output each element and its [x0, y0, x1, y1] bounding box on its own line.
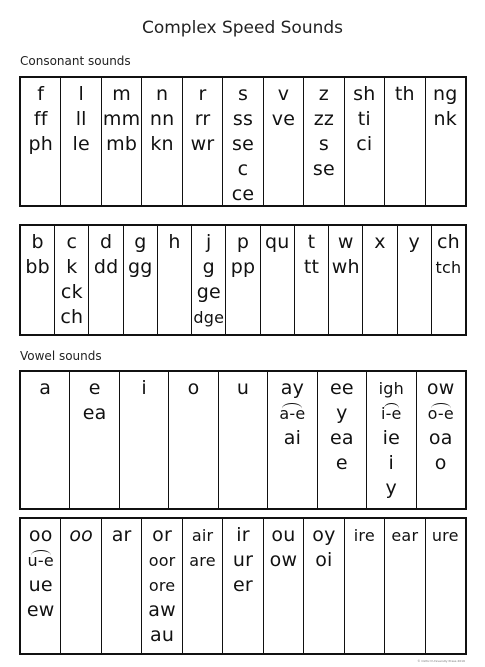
- sound-j: j: [206, 231, 212, 253]
- sound-ay: ay: [280, 377, 305, 399]
- sound-air: air: [191, 526, 214, 545]
- sound-e: e: [88, 377, 101, 399]
- sound-u: u: [236, 377, 250, 399]
- sound-bb: bb: [25, 256, 50, 278]
- sound-ar: ar: [111, 524, 132, 546]
- sound-dd: dd: [93, 256, 119, 278]
- sound-ore: ore: [148, 576, 176, 595]
- sound-aw: aw: [148, 599, 176, 621]
- sound-i: i: [388, 452, 395, 474]
- vowel-row2-cell-oo: [21, 519, 61, 653]
- sound-ll: ll: [75, 108, 87, 130]
- sound-o: o: [434, 452, 447, 474]
- consonant-row2-cell-b: [21, 226, 55, 334]
- vowel-row1-cell-ow: [417, 372, 465, 508]
- vowel-row1-cell-e: [70, 372, 119, 508]
- sound-z: z: [318, 83, 329, 105]
- sound-ss: ss: [232, 108, 254, 130]
- sound-oy: oy: [312, 524, 336, 546]
- sound-l: l: [78, 83, 84, 105]
- sound-ur: ur: [232, 549, 254, 571]
- sound-ai: ai: [283, 427, 302, 449]
- sound-gg: gg: [128, 256, 153, 278]
- sound-oo: oo: [69, 524, 93, 546]
- sound-ue: ue: [28, 574, 53, 596]
- sound-wr: wr: [190, 133, 215, 155]
- sound-ea: ea: [329, 427, 354, 449]
- vowel-row1-cell-ee: [318, 372, 367, 508]
- vowel-grid-row-1: [19, 370, 467, 510]
- consonant-row1-cell-ng: [426, 78, 465, 205]
- consonant-row2-cell-j: [192, 226, 226, 334]
- sound-ear: ear: [391, 526, 419, 545]
- sound-oa: oa: [428, 427, 453, 449]
- vowel-row1-cell-u: [219, 372, 268, 508]
- sound-ow: ow: [426, 377, 455, 399]
- vowel-grid-row-2: [19, 517, 467, 655]
- sound-se: se: [312, 158, 335, 180]
- vowel-row2-cell-ire: [345, 519, 385, 653]
- sound-are: are: [189, 551, 216, 570]
- sound-ee: ee: [329, 377, 354, 399]
- sound-a: a: [39, 377, 52, 399]
- consonant-row2-cell-g: [124, 226, 158, 334]
- sound-th: th: [394, 83, 415, 105]
- vowel-row2-cell-or: [142, 519, 182, 653]
- sound-ge: ge: [196, 281, 221, 303]
- sound-ti: ti: [357, 108, 371, 130]
- copyright-footer: © Oxford University Press 2016: [417, 659, 465, 663]
- sound-rr: rr: [194, 108, 211, 130]
- sound-i: i: [141, 377, 147, 399]
- consonant-row2-cell-p: [226, 226, 260, 334]
- vowel-row2-cell-ear: [385, 519, 425, 653]
- sound-y: y: [336, 402, 348, 424]
- sound-ci: ci: [356, 133, 373, 155]
- sound-u-e: u-e: [28, 548, 54, 573]
- sound-r: r: [198, 83, 207, 105]
- sound-y: y: [408, 231, 420, 253]
- consonant-row2-cell-x: [363, 226, 397, 334]
- vowel-row1-cell-igh: [367, 372, 416, 508]
- consonant-row1-cell-f: [21, 78, 61, 205]
- sound-c: c: [237, 158, 249, 180]
- sound-ph: ph: [28, 133, 53, 155]
- vowel-row2-cell-ar: [102, 519, 142, 653]
- consonant-row2-cell-d: [89, 226, 123, 334]
- consonant-row1-cell-v: [264, 78, 304, 205]
- vowel-row2-cell-oo: [61, 519, 101, 653]
- consonant-grid-row-1: [19, 76, 467, 207]
- sound-oi: oi: [315, 549, 333, 571]
- consonant-row2-cell-w: [329, 226, 363, 334]
- vowel-row1-cell-ay: [268, 372, 317, 508]
- sound-a-e: a-e: [279, 401, 305, 426]
- consonant-row2-cell-qu: [261, 226, 295, 334]
- vowel-row1-cell-i: [120, 372, 169, 508]
- sound-ea: ea: [82, 402, 107, 424]
- consonant-row1-cell-z: [304, 78, 344, 205]
- consonant-row1-cell-th: [385, 78, 425, 205]
- sound-b: b: [31, 231, 44, 253]
- sound-ir: ir: [236, 524, 250, 546]
- sound-o: o: [187, 377, 200, 399]
- consonant-grid-row-2: [19, 224, 467, 336]
- sound-ch: ch: [436, 231, 460, 253]
- consonant-row2-cell-c: [55, 226, 89, 334]
- consonant-row1-cell-sh: [345, 78, 385, 205]
- consonant-row1-cell-n: [142, 78, 182, 205]
- sound-f: f: [37, 83, 45, 105]
- sound-ng: ng: [433, 83, 458, 105]
- sound-ce: ce: [231, 183, 255, 205]
- sound-nk: nk: [433, 108, 457, 130]
- consonant-row1-cell-r: [183, 78, 223, 205]
- sound-sh: sh: [353, 83, 376, 105]
- sound-dge: dge: [193, 308, 225, 327]
- sound-oor: oor: [148, 551, 176, 570]
- vowel-row2-cell-ou: [264, 519, 304, 653]
- sound-ve: ve: [271, 108, 296, 130]
- sound-or: or: [152, 524, 172, 546]
- sound-x: x: [374, 231, 386, 253]
- sound-t: t: [307, 231, 316, 253]
- sound-ow: ow: [269, 549, 298, 571]
- sound-w: w: [337, 231, 354, 253]
- vowel-row2-cell-oy: [304, 519, 344, 653]
- consonant-row2-cell-y: [398, 226, 432, 334]
- consonant-row2-cell-ch: [432, 226, 465, 334]
- consonant-row1-cell-m: [102, 78, 142, 205]
- sound-m: m: [112, 83, 131, 105]
- sound-ew: ew: [26, 599, 55, 621]
- sound-g: g: [202, 256, 215, 278]
- sound-mm: mm: [102, 108, 141, 130]
- sound-kn: kn: [150, 133, 174, 155]
- sound-d: d: [99, 231, 113, 253]
- sound-se: se: [231, 133, 254, 155]
- vowel-sounds-heading: Vowel sounds: [20, 349, 102, 363]
- sound-v: v: [277, 83, 290, 105]
- sound-c: c: [66, 231, 78, 253]
- sound-n: n: [155, 83, 169, 105]
- vowel-row2-cell-ir: [223, 519, 263, 653]
- consonant-row1-cell-l: [61, 78, 101, 205]
- sound-nn: nn: [149, 108, 175, 130]
- sound-ou: ou: [271, 524, 296, 546]
- sound-er: er: [233, 574, 253, 596]
- sound-ff: ff: [33, 108, 48, 130]
- sound-qu: qu: [265, 231, 290, 253]
- sound-s: s: [318, 133, 329, 155]
- vowel-row1-cell-o: [169, 372, 218, 508]
- sound-ure: ure: [431, 526, 459, 545]
- sound-ie: ie: [382, 427, 400, 449]
- consonant-row1-cell-s: [223, 78, 263, 205]
- sound-ire: ire: [353, 526, 375, 545]
- sound-zz: zz: [313, 108, 335, 130]
- sound-e: e: [335, 452, 348, 474]
- vowel-row1-cell-a: [21, 372, 70, 508]
- sound-tch: tch: [435, 258, 462, 277]
- sound-y: y: [385, 477, 397, 499]
- sound-p: p: [236, 231, 250, 253]
- sound-au: au: [150, 624, 175, 646]
- sound-wh: wh: [331, 256, 360, 278]
- vowel-row2-cell-ure: [426, 519, 465, 653]
- sound-s: s: [237, 83, 249, 105]
- vowel-row2-cell-air: [183, 519, 223, 653]
- sound-h: h: [168, 231, 181, 253]
- sound-i-e: i-e: [381, 401, 402, 426]
- sound-le: le: [72, 133, 90, 155]
- sound-g: g: [134, 231, 147, 253]
- sound-tt: tt: [303, 256, 320, 278]
- sound-oo: oo: [28, 524, 53, 546]
- page-title: Complex Speed Sounds: [141, 18, 344, 38]
- sound-pp: pp: [230, 256, 256, 278]
- sound-k: k: [66, 256, 78, 278]
- sound-o-e: o-e: [428, 401, 454, 426]
- consonant-row2-cell-h: [158, 226, 192, 334]
- sound-igh: igh: [378, 379, 404, 398]
- sound-ch: ch: [60, 306, 84, 328]
- sound-ck: ck: [60, 281, 83, 303]
- consonant-sounds-heading: Consonant sounds: [20, 54, 131, 68]
- consonant-row2-cell-t: [295, 226, 329, 334]
- sound-mb: mb: [106, 133, 138, 155]
